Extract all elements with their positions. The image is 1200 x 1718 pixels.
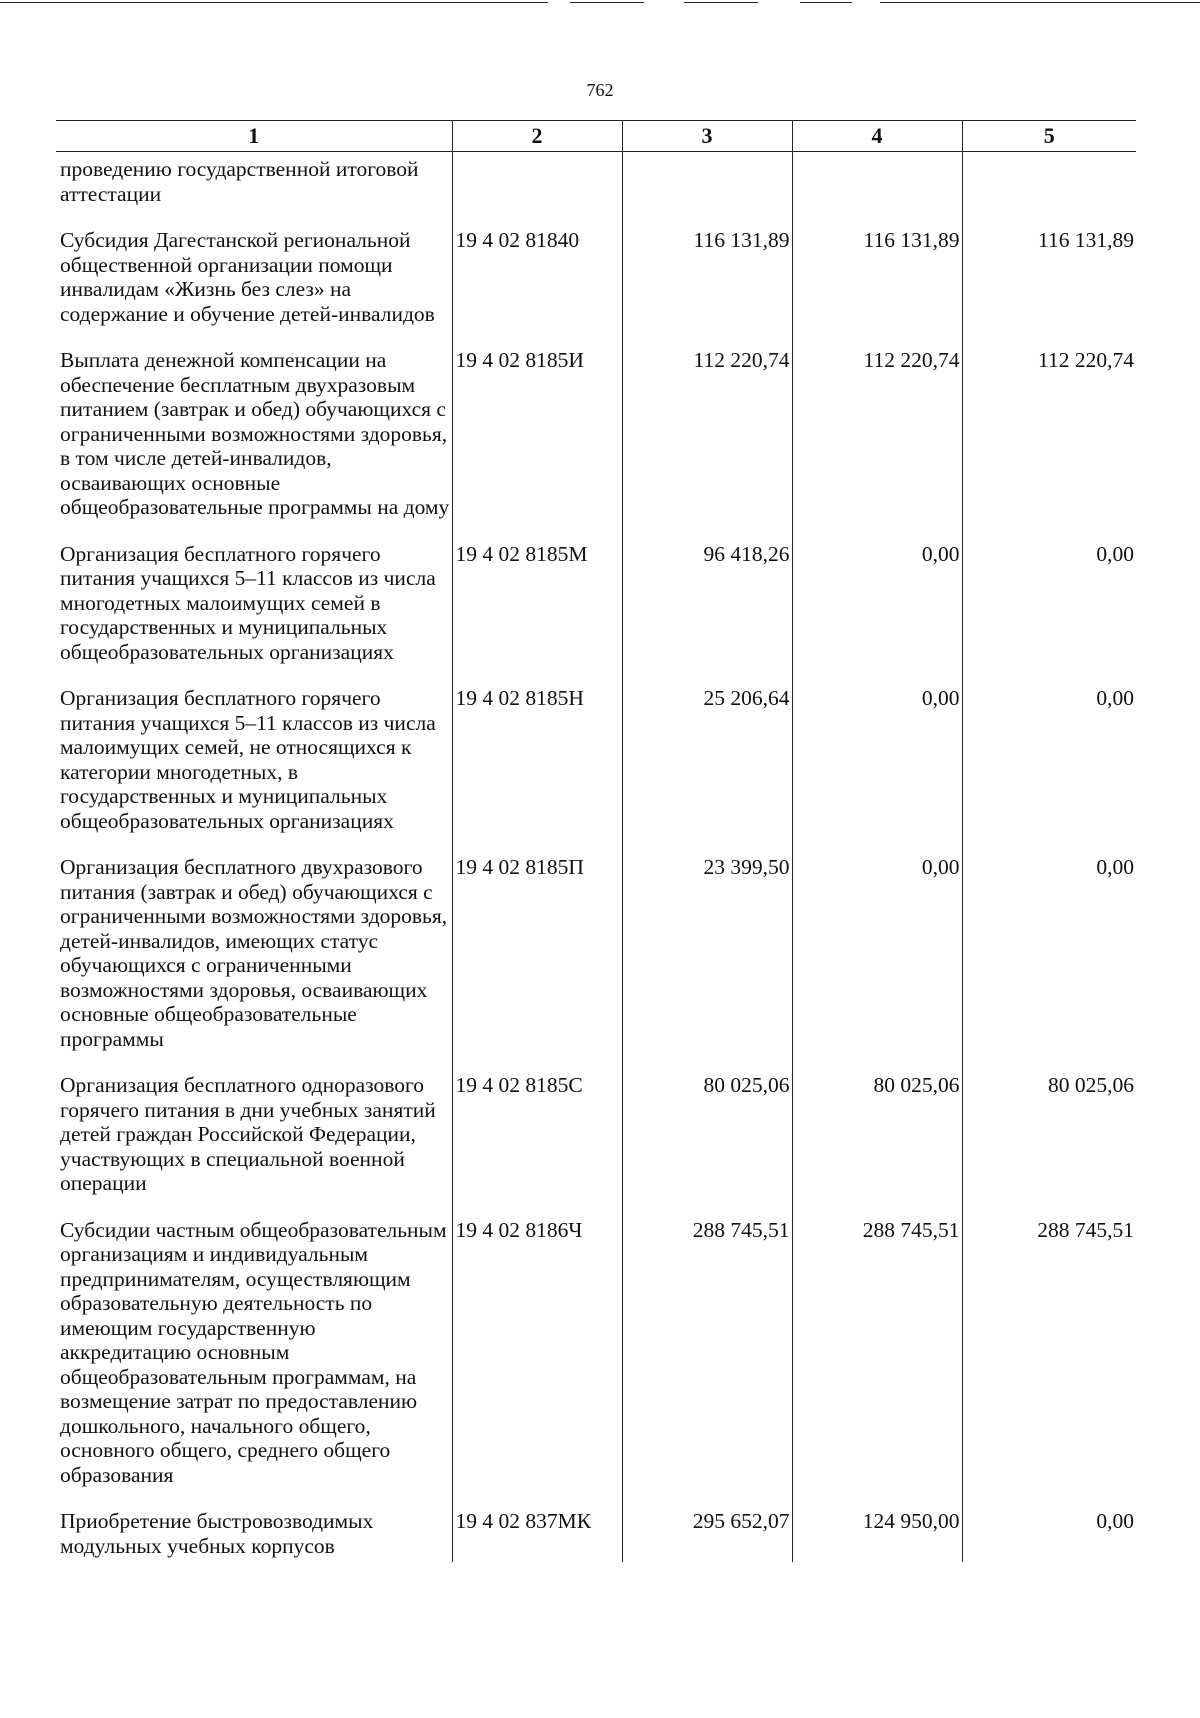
top-border-rule	[800, 2, 852, 3]
row-description: Организация бесплатного горячего питания учащихся 5–11 классов из числа многодетных малоимущих семей в государственных и муниципальных общеобразовательных организациях	[60, 541, 436, 664]
column-header-4: 4	[792, 121, 962, 152]
row-description: Выплата денежной компенсации на обеспечение бесплатным двухразовым питанием (завтрак и обед) обучающихся с ограниченными возможностями здоровья, в том числе детей-инвалидов, осваивающих основные общеобразовательные программы на дому	[60, 348, 450, 519]
table-header-row	[56, 121, 1136, 152]
table-row	[56, 686, 1136, 855]
table-row	[56, 1218, 1136, 1510]
row-value-col3: 295 652,07	[622, 1509, 792, 1562]
row-description: Приобретение быстровозводимых модульных учебных корпусов	[60, 1509, 374, 1558]
table-row	[56, 542, 1136, 687]
row-value-col4: 0,00	[792, 855, 962, 1073]
row-value-col3: 288 745,51	[622, 1218, 792, 1510]
row-value-col5: 116 131,89	[962, 228, 1136, 348]
table-row	[56, 348, 1136, 542]
top-border-rule	[570, 2, 644, 3]
column-header-1: 1	[56, 121, 452, 152]
page-number: 762	[586, 80, 614, 100]
table-row-continuation	[56, 152, 1136, 229]
table-row	[56, 1073, 1136, 1218]
row-code: 19 4 02 8186Ч	[452, 1218, 622, 1510]
row-code: 19 4 02 8185М	[452, 542, 622, 687]
row-value-col5: 0,00	[962, 1509, 1136, 1562]
row-code	[452, 152, 622, 229]
row-code: 19 4 02 8185С	[452, 1073, 622, 1218]
row-value-col4: 116 131,89	[792, 228, 962, 348]
row-code: 19 4 02 81840	[452, 228, 622, 348]
row-code: 19 4 02 8185П	[452, 855, 622, 1073]
top-border-rule	[684, 2, 758, 3]
row-value-col4: 0,00	[792, 686, 962, 855]
row-value-col5: 0,00	[962, 542, 1136, 687]
row-value-col3: 80 025,06	[622, 1073, 792, 1218]
row-value-col5	[962, 152, 1136, 229]
row-description	[56, 152, 452, 229]
row-description: Организация бесплатного горячего питания учащихся 5–11 классов из числа малоимущих семей, не относящихся к категории многодетных, в государственных и муниципальных общеобразовательных организациях	[60, 686, 436, 833]
row-value-col3: 96 418,26	[622, 542, 792, 687]
row-value-col4: 80 025,06	[792, 1073, 962, 1218]
row-value-col3: 116 131,89	[622, 228, 792, 348]
row-value-col4: 0,00	[792, 542, 962, 687]
row-description: Организация бесплатного одноразового горячего питания в дни учебных занятий детей граждан Российской Федерации, участвующих в специальной военной операции	[60, 1073, 436, 1195]
budget-table	[56, 120, 1136, 1562]
row-value-col4	[792, 152, 962, 229]
row-value-col5: 80 025,06	[962, 1073, 1136, 1218]
row-value-col3: 23 399,50	[622, 855, 792, 1073]
row-code: 19 4 02 837МК	[452, 1509, 622, 1562]
row-value-col4: 288 745,51	[792, 1218, 962, 1510]
top-border-rule	[880, 2, 1200, 3]
row-value-col3	[622, 152, 792, 229]
table-row	[56, 228, 1136, 348]
row-description: Субсидия Дагестанской региональной общественной организации помощи инвалидам «Жизнь без слез» на содержание и обучение детей-инвалидов	[60, 228, 435, 326]
row-value-col5: 0,00	[962, 855, 1136, 1073]
row-value-col4: 112 220,74	[792, 348, 962, 542]
column-header-5: 5	[962, 121, 1136, 152]
column-header-2: 2	[452, 121, 622, 152]
table-row	[56, 855, 1136, 1073]
row-description: Организация бесплатного двухразового питания (завтрак и обед) обучающихся с ограниченными возможностями здоровья, детей-инвалидов, имеющих статус обучающихся с ограниченными возможностями здоровья, осваивающих основные общеобразовательные программы	[60, 855, 448, 1051]
row-code: 19 4 02 8185Н	[452, 686, 622, 855]
row-code: 19 4 02 8185И	[452, 348, 622, 542]
row-value-col5: 0,00	[962, 686, 1136, 855]
row-value-col4: 124 950,00	[792, 1509, 962, 1562]
row-description: Субсидии частным общеобразовательным организациям и индивидуальным предпринимателям, осуществляющим образовательную деятельность по имеющим государственную аккредитацию основным общеобразовательным программам, на возмещение затрат по предоставлению дошкольного, начального общего, основного общего, среднего общего образования	[60, 1217, 447, 1487]
row-description-text: проведению государственной итоговой аттестации	[60, 157, 419, 206]
top-border-rule	[0, 2, 548, 3]
row-value-col3: 112 220,74	[622, 348, 792, 542]
row-value-col5: 288 745,51	[962, 1218, 1136, 1510]
row-value-col5: 112 220,74	[962, 348, 1136, 542]
table-row	[56, 1509, 1136, 1562]
row-value-col3: 25 206,64	[622, 686, 792, 855]
column-header-3: 3	[622, 121, 792, 152]
